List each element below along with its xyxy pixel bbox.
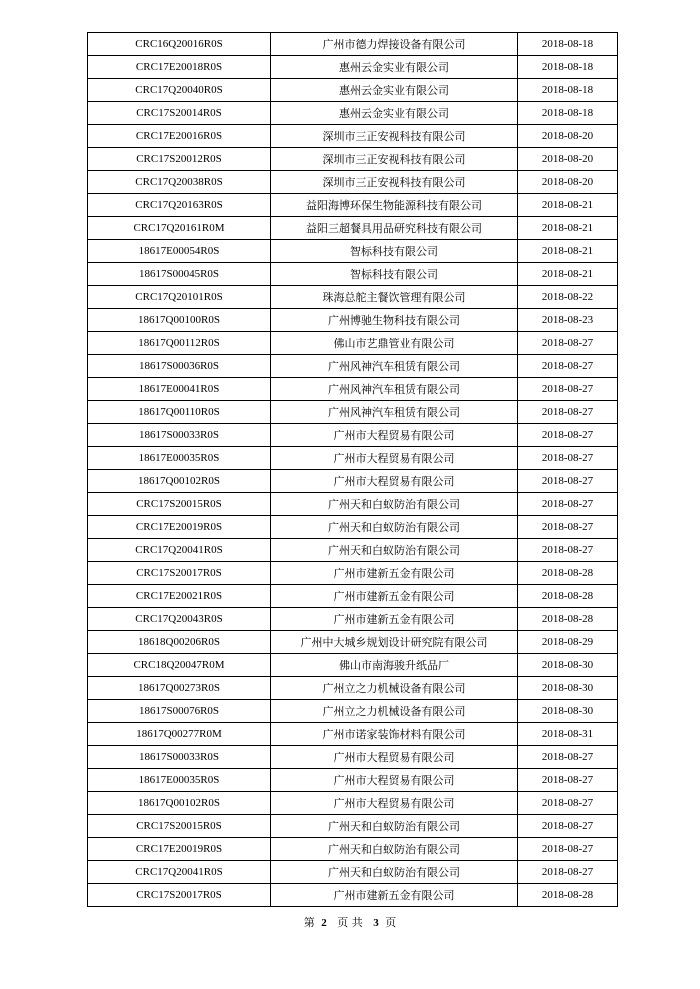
footer-middle: 页 共: [337, 916, 363, 929]
certificate-code-cell: CRC17Q20163R0S: [88, 194, 271, 217]
company-name-cell: 智标科技有限公司: [271, 240, 518, 263]
table-row: [88, 217, 618, 240]
table-row: [88, 677, 618, 700]
table-row: [88, 125, 618, 148]
table-row: [88, 654, 618, 677]
table-row: [88, 539, 618, 562]
table-row: [88, 470, 618, 493]
footer-current-page: 2: [321, 917, 327, 929]
certificate-code-cell: CRC17Q20101R0S: [88, 286, 271, 309]
certificate-code-cell: CRC17S20015R0S: [88, 493, 271, 516]
company-name-cell: 益阳三超餐具用品研究科技有限公司: [271, 217, 518, 240]
table-row: [88, 148, 618, 171]
issue-date-cell: 2018-08-20: [518, 148, 618, 171]
issue-date-cell: 2018-08-21: [518, 194, 618, 217]
certificate-code-cell: 18617E00035R0S: [88, 769, 271, 792]
issue-date-cell: 2018-08-18: [518, 102, 618, 125]
company-name-cell: 广州市建新五金有限公司: [271, 608, 518, 631]
company-name-cell: 广州市建新五金有限公司: [271, 884, 518, 907]
issue-date-cell: 2018-08-18: [518, 56, 618, 79]
certificate-code-cell: 18617Q00112R0S: [88, 332, 271, 355]
issue-date-cell: 2018-08-30: [518, 677, 618, 700]
company-name-cell: 广州市大程贸易有限公司: [271, 447, 518, 470]
issue-date-cell: 2018-08-28: [518, 884, 618, 907]
issue-date-cell: 2018-08-22: [518, 286, 618, 309]
certificate-code-cell: 18617Q00100R0S: [88, 309, 271, 332]
certificate-code-cell: CRC17E20021R0S: [88, 585, 271, 608]
issue-date-cell: 2018-08-28: [518, 608, 618, 631]
certificate-code-cell: CRC17S20017R0S: [88, 562, 271, 585]
certificate-code-cell: CRC17Q20041R0S: [88, 539, 271, 562]
company-name-cell: 珠海总舵主餐饮管理有限公司: [271, 286, 518, 309]
issue-date-cell: 2018-08-31: [518, 723, 618, 746]
certificate-code-cell: 18618Q00206R0S: [88, 631, 271, 654]
certificate-code-cell: 18617S00076R0S: [88, 700, 271, 723]
company-name-cell: 惠州云金实业有限公司: [271, 56, 518, 79]
company-name-cell: 广州风神汽车租赁有限公司: [271, 401, 518, 424]
certificate-code-cell: 18617Q00110R0S: [88, 401, 271, 424]
issue-date-cell: 2018-08-27: [518, 355, 618, 378]
table-row: [88, 332, 618, 355]
certificate-code-cell: CRC17S20014R0S: [88, 102, 271, 125]
table-row: [88, 516, 618, 539]
footer-total-pages: 3: [373, 917, 379, 929]
issue-date-cell: 2018-08-27: [518, 493, 618, 516]
certificate-code-cell: CRC17S20017R0S: [88, 884, 271, 907]
certificate-code-cell: 18617Q00102R0S: [88, 470, 271, 493]
company-name-cell: 广州天和白蚁防治有限公司: [271, 861, 518, 884]
table-row: [88, 424, 618, 447]
certificate-code-cell: CRC17Q20040R0S: [88, 79, 271, 102]
issue-date-cell: 2018-08-23: [518, 309, 618, 332]
issue-date-cell: 2018-08-27: [518, 470, 618, 493]
company-name-cell: 深圳市三正安视科技有限公司: [271, 171, 518, 194]
company-name-cell: 广州立之力机械设备有限公司: [271, 700, 518, 723]
certificate-code-cell: 18617S00045R0S: [88, 263, 271, 286]
issue-date-cell: 2018-08-28: [518, 562, 618, 585]
issue-date-cell: 2018-08-27: [518, 815, 618, 838]
company-name-cell: 佛山市南海骏升纸品厂: [271, 654, 518, 677]
certificate-code-cell: 18617S00036R0S: [88, 355, 271, 378]
issue-date-cell: 2018-08-27: [518, 516, 618, 539]
certificate-code-cell: CRC17S20015R0S: [88, 815, 271, 838]
certificate-code-cell: CRC17Q20038R0S: [88, 171, 271, 194]
table-row: [88, 700, 618, 723]
certificate-code-cell: CRC17Q20161R0M: [88, 217, 271, 240]
issue-date-cell: 2018-08-27: [518, 792, 618, 815]
company-name-cell: 广州市大程贸易有限公司: [271, 746, 518, 769]
issue-date-cell: 2018-08-21: [518, 217, 618, 240]
company-name-cell: 广州天和白蚁防治有限公司: [271, 516, 518, 539]
table-row: [88, 355, 618, 378]
table-row: [88, 79, 618, 102]
certificate-table-body: [88, 33, 618, 907]
company-name-cell: 广州博驰生物科技有限公司: [271, 309, 518, 332]
table-row: [88, 884, 618, 907]
certificate-code-cell: 18617S00033R0S: [88, 424, 271, 447]
table-row: [88, 585, 618, 608]
certificate-code-cell: 18617Q00277R0M: [88, 723, 271, 746]
company-name-cell: 广州市建新五金有限公司: [271, 562, 518, 585]
table-row: [88, 861, 618, 884]
company-name-cell: 广州天和白蚁防治有限公司: [271, 815, 518, 838]
issue-date-cell: 2018-08-27: [518, 424, 618, 447]
company-name-cell: 广州市大程贸易有限公司: [271, 470, 518, 493]
certificate-code-cell: CRC17S20012R0S: [88, 148, 271, 171]
certificate-code-cell: 18617E00041R0S: [88, 378, 271, 401]
issue-date-cell: 2018-08-20: [518, 125, 618, 148]
table-row: [88, 447, 618, 470]
company-name-cell: 惠州云金实业有限公司: [271, 79, 518, 102]
table-row: [88, 746, 618, 769]
page-footer: [0, 914, 700, 930]
company-name-cell: 广州中大城乡规划设计研究院有限公司: [271, 631, 518, 654]
issue-date-cell: 2018-08-20: [518, 171, 618, 194]
company-name-cell: 广州天和白蚁防治有限公司: [271, 493, 518, 516]
issue-date-cell: 2018-08-21: [518, 240, 618, 263]
table-row: [88, 838, 618, 861]
issue-date-cell: 2018-08-28: [518, 585, 618, 608]
company-name-cell: 惠州云金实业有限公司: [271, 102, 518, 125]
certificate-code-cell: CRC18Q20047R0M: [88, 654, 271, 677]
company-name-cell: 广州市大程贸易有限公司: [271, 792, 518, 815]
issue-date-cell: 2018-08-30: [518, 654, 618, 677]
company-name-cell: 广州市德力焊接设备有限公司: [271, 33, 518, 56]
certificate-code-cell: 18617Q00273R0S: [88, 677, 271, 700]
company-name-cell: 广州市诺家装饰材料有限公司: [271, 723, 518, 746]
company-name-cell: 佛山市艺鼎管业有限公司: [271, 332, 518, 355]
table-row: [88, 792, 618, 815]
company-name-cell: 深圳市三正安视科技有限公司: [271, 148, 518, 171]
company-name-cell: 广州风神汽车租赁有限公司: [271, 355, 518, 378]
company-name-cell: 广州立之力机械设备有限公司: [271, 677, 518, 700]
company-name-cell: 广州风神汽车租赁有限公司: [271, 378, 518, 401]
table-row: [88, 263, 618, 286]
table-row: [88, 562, 618, 585]
table-row: [88, 378, 618, 401]
company-name-cell: 益阳海博环保生物能源科技有限公司: [271, 194, 518, 217]
company-name-cell: 广州市建新五金有限公司: [271, 585, 518, 608]
issue-date-cell: 2018-08-27: [518, 539, 618, 562]
issue-date-cell: 2018-08-27: [518, 769, 618, 792]
company-name-cell: 广州市大程贸易有限公司: [271, 424, 518, 447]
table-row: [88, 631, 618, 654]
issue-date-cell: 2018-08-27: [518, 746, 618, 769]
issue-date-cell: 2018-08-27: [518, 332, 618, 355]
table-row: [88, 194, 618, 217]
issue-date-cell: 2018-08-21: [518, 263, 618, 286]
footer-prefix: 第: [303, 916, 315, 929]
issue-date-cell: 2018-08-27: [518, 861, 618, 884]
table-row: [88, 815, 618, 838]
certificate-code-cell: CRC17E20018R0S: [88, 56, 271, 79]
table-row: [88, 723, 618, 746]
company-name-cell: 深圳市三正安视科技有限公司: [271, 125, 518, 148]
certificate-code-cell: 18617Q00102R0S: [88, 792, 271, 815]
issue-date-cell: 2018-08-27: [518, 401, 618, 424]
issue-date-cell: 2018-08-18: [518, 33, 618, 56]
company-name-cell: 广州天和白蚁防治有限公司: [271, 838, 518, 861]
certificate-code-cell: 18617E00054R0S: [88, 240, 271, 263]
certificate-code-cell: 18617S00033R0S: [88, 746, 271, 769]
certificate-code-cell: CRC17Q20041R0S: [88, 861, 271, 884]
table-row: [88, 33, 618, 56]
table-row: [88, 240, 618, 263]
table-row: [88, 401, 618, 424]
certificate-code-cell: CRC17E20019R0S: [88, 516, 271, 539]
certificate-table: [87, 32, 618, 907]
company-name-cell: 智标科技有限公司: [271, 263, 518, 286]
issue-date-cell: 2018-08-29: [518, 631, 618, 654]
issue-date-cell: 2018-08-18: [518, 79, 618, 102]
company-name-cell: 广州天和白蚁防治有限公司: [271, 539, 518, 562]
certificate-code-cell: 18617E00035R0S: [88, 447, 271, 470]
table-row: [88, 286, 618, 309]
certificate-code-cell: CRC17E20019R0S: [88, 838, 271, 861]
certificate-code-cell: CRC16Q20016R0S: [88, 33, 271, 56]
certificate-code-cell: CRC17Q20043R0S: [88, 608, 271, 631]
company-name-cell: 广州市大程贸易有限公司: [271, 769, 518, 792]
certificate-code-cell: CRC17E20016R0S: [88, 125, 271, 148]
issue-date-cell: 2018-08-30: [518, 700, 618, 723]
issue-date-cell: 2018-08-27: [518, 378, 618, 401]
table-row: [88, 493, 618, 516]
table-row: [88, 171, 618, 194]
table-row: [88, 309, 618, 332]
issue-date-cell: 2018-08-27: [518, 838, 618, 861]
table-row: [88, 102, 618, 125]
issue-date-cell: 2018-08-27: [518, 447, 618, 470]
table-row: [88, 769, 618, 792]
table-row: [88, 56, 618, 79]
table-row: [88, 608, 618, 631]
footer-suffix: 页: [385, 916, 397, 929]
